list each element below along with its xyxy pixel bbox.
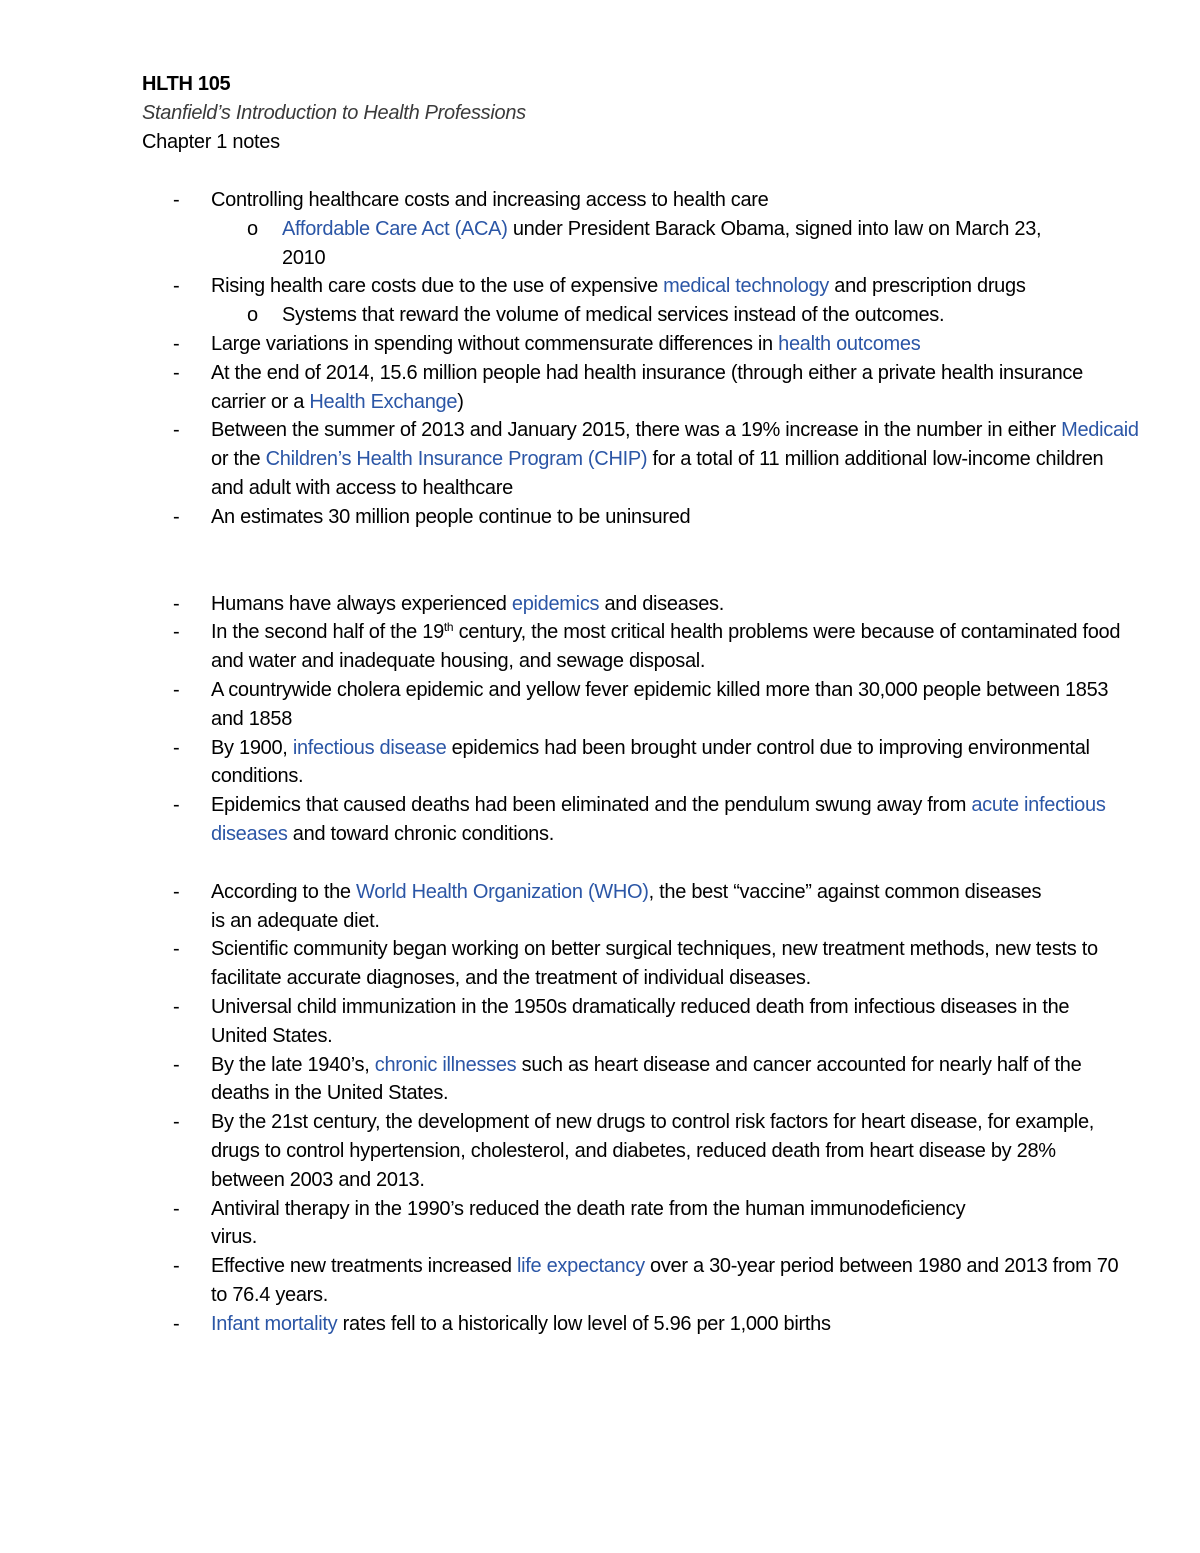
- note-text: epidemics had been brought under control due to improving environmental conditions.: [211, 736, 1090, 788]
- chapter-title: Chapter 1 notes: [142, 131, 280, 153]
- keyword-chronic-illnesses: chronic illnesses: [374, 1053, 517, 1076]
- note-text: over a 30-year period between 1980 and 2013 from 70 to 76.4 years.: [211, 1255, 1119, 1306]
- dash-bullet: -: [173, 1255, 180, 1278]
- note-text: rates fell to a historically low level of 5.96 per 1,000 births: [337, 1312, 831, 1335]
- notes-section-treatments: [142, 878, 1140, 1339]
- note-text: Scientific community began working on better surgical techniques, new treatment methods, new tests to facilitate accurate diagnoses, and the treatment of individual diseases.: [211, 938, 1098, 990]
- note-text: such as heart disease and cancer accounted for nearly half of the deaths in the United States.: [211, 1053, 1082, 1105]
- note-text: By 1900,: [211, 736, 293, 759]
- dash-bullet: -: [173, 880, 180, 903]
- sub-list: [211, 301, 1071, 330]
- note-text: for a total of 11 million additional low-income children and adult with access to healthcare: [211, 448, 1104, 499]
- note-item: [142, 878, 1051, 936]
- note-text: and prescription drugs: [828, 275, 1026, 298]
- note-item: [142, 1051, 1116, 1109]
- note-item: [142, 1195, 1011, 1253]
- dash-bullet: -: [173, 1111, 180, 1134]
- note-item: [142, 993, 1116, 1051]
- circle-bullet: o: [247, 217, 258, 240]
- note-text: or the: [211, 448, 266, 471]
- note-text: Between the summer of 2013 and January 2015, there was a 19% increase in the number in either: [211, 419, 1062, 442]
- note-text: Systems that reward the volume of medical services instead of the outcomes.: [282, 304, 945, 327]
- note-item: [142, 330, 1140, 359]
- keyword-acute-infectious-diseases: acute infectious diseases: [211, 794, 1106, 845]
- note-text: Antiviral therapy in the 1990’s reduced the death rate from the human immunodeficiency virus.: [211, 1197, 966, 1249]
- book-title: Stanfield’s Introduction to Health Professions: [142, 102, 526, 124]
- note-text: Humans have always experienced: [211, 592, 512, 615]
- spacer: [142, 532, 1140, 590]
- dash-bullet: -: [173, 189, 180, 211]
- keyword-who: World Health Organization (WHO): [356, 880, 649, 903]
- note-text: By the 21st century, the development of new drugs to control risk factors for heart disease, for example, drugs to control hypertension, cholesterol, and diabetes, reduced death from heart disease by 28% between 2003 and 2013.: [211, 1111, 1095, 1191]
- note-item: [142, 935, 1111, 993]
- notes-section-access-costs: [142, 186, 1140, 532]
- dash-bullet: -: [173, 332, 180, 355]
- note-item: [142, 590, 1140, 619]
- note-text: and toward chronic conditions.: [287, 822, 554, 845]
- note-item: [142, 186, 1116, 272]
- note-text: ): [457, 390, 464, 413]
- dash-bullet: -: [173, 678, 180, 701]
- keyword-infectious-disease: infectious disease: [292, 736, 447, 759]
- keyword-life-expectancy: life expectancy: [516, 1255, 645, 1278]
- note-item: [142, 1252, 1136, 1310]
- note-item: [142, 734, 1141, 792]
- note-item: [142, 618, 1141, 676]
- sub-list: [211, 215, 1116, 273]
- spacer: [142, 157, 1140, 186]
- note-text: century, the most critical health problems were because of contaminated food and water and inadequate housing, and sewage disposal.: [211, 621, 1121, 673]
- keyword-health-exchange: Health Exchange: [309, 390, 458, 413]
- note-item: [142, 1108, 1131, 1194]
- dash-bullet: -: [173, 938, 180, 961]
- note-text: By the late 1940’s,: [211, 1053, 375, 1076]
- spacer: [142, 849, 1140, 878]
- dash-bullet: -: [173, 1053, 180, 1076]
- note-text: Effective new treatments increased: [211, 1255, 517, 1278]
- note-item: [142, 416, 1141, 502]
- dash-bullet: -: [173, 592, 180, 615]
- note-text: , the best “vaccine” against common diseases is an adequate diet.: [211, 880, 1042, 932]
- note-item: [142, 272, 1071, 330]
- note-text: Large variations in spending without commensurate differences in: [211, 332, 779, 355]
- note-text: under President Barack Obama, signed into law on March 23, 2010: [282, 217, 1042, 269]
- course-code: HLTH 105: [142, 73, 231, 95]
- dash-bullet: -: [173, 361, 180, 384]
- keyword-medical-technology: medical technology: [663, 275, 829, 298]
- keyword-epidemics: epidemics: [511, 592, 600, 615]
- note-text: Universal child immunization in the 1950s dramatically reduced death from infectious diseases in the United States.: [211, 995, 1070, 1047]
- dash-bullet: -: [173, 1312, 180, 1335]
- note-text: Rising health care costs due to the use of expensive: [211, 275, 664, 298]
- dash-bullet: -: [173, 736, 180, 759]
- keyword-affordable-care-act: Affordable Care Act (ACA): [282, 217, 508, 240]
- superscript: th: [443, 620, 454, 635]
- dash-bullet: -: [173, 995, 180, 1018]
- note-text: At the end of 2014, 15.6 million people had health insurance (through either a private health insurance carrier or a: [211, 361, 1083, 413]
- note-item: [142, 791, 1141, 849]
- circle-bullet: o: [247, 304, 258, 327]
- dash-bullet: -: [173, 621, 180, 644]
- dash-bullet: -: [173, 419, 180, 442]
- keyword-chip: Children’s Health Insurance Program (CHIP): [265, 448, 648, 471]
- dash-bullet: -: [173, 794, 180, 817]
- note-text: An estimates 30 million people continue to be uninsured: [211, 505, 691, 528]
- sub-note-item: [211, 215, 1052, 273]
- note-text: Controlling healthcare costs and increasing access to health care: [211, 189, 769, 211]
- note-item: [142, 676, 1116, 734]
- keyword-medicaid: Medicaid: [1061, 419, 1139, 442]
- note-item: [142, 503, 1140, 532]
- note-text: Epidemics that caused deaths had been eliminated and the pendulum swung away from: [211, 794, 972, 817]
- keyword-health-outcomes: health outcomes: [778, 332, 921, 355]
- sub-note-item: [211, 301, 1071, 330]
- note-text: According to the: [211, 880, 356, 903]
- keyword-infant-mortality: Infant mortality: [211, 1312, 338, 1335]
- note-item: [142, 359, 1131, 417]
- dash-bullet: -: [173, 1197, 180, 1220]
- dash-bullet: -: [173, 275, 180, 298]
- note-text: and diseases.: [599, 592, 724, 615]
- note-text: A countrywide cholera epidemic and yellow fever epidemic killed more than 30,000 people between 1853 and 1858: [211, 678, 1109, 730]
- dash-bullet: -: [173, 505, 180, 528]
- note-text: In the second half of the 19: [211, 621, 444, 644]
- notes-section-epidemics: [142, 590, 1140, 849]
- note-item: [142, 1310, 1141, 1339]
